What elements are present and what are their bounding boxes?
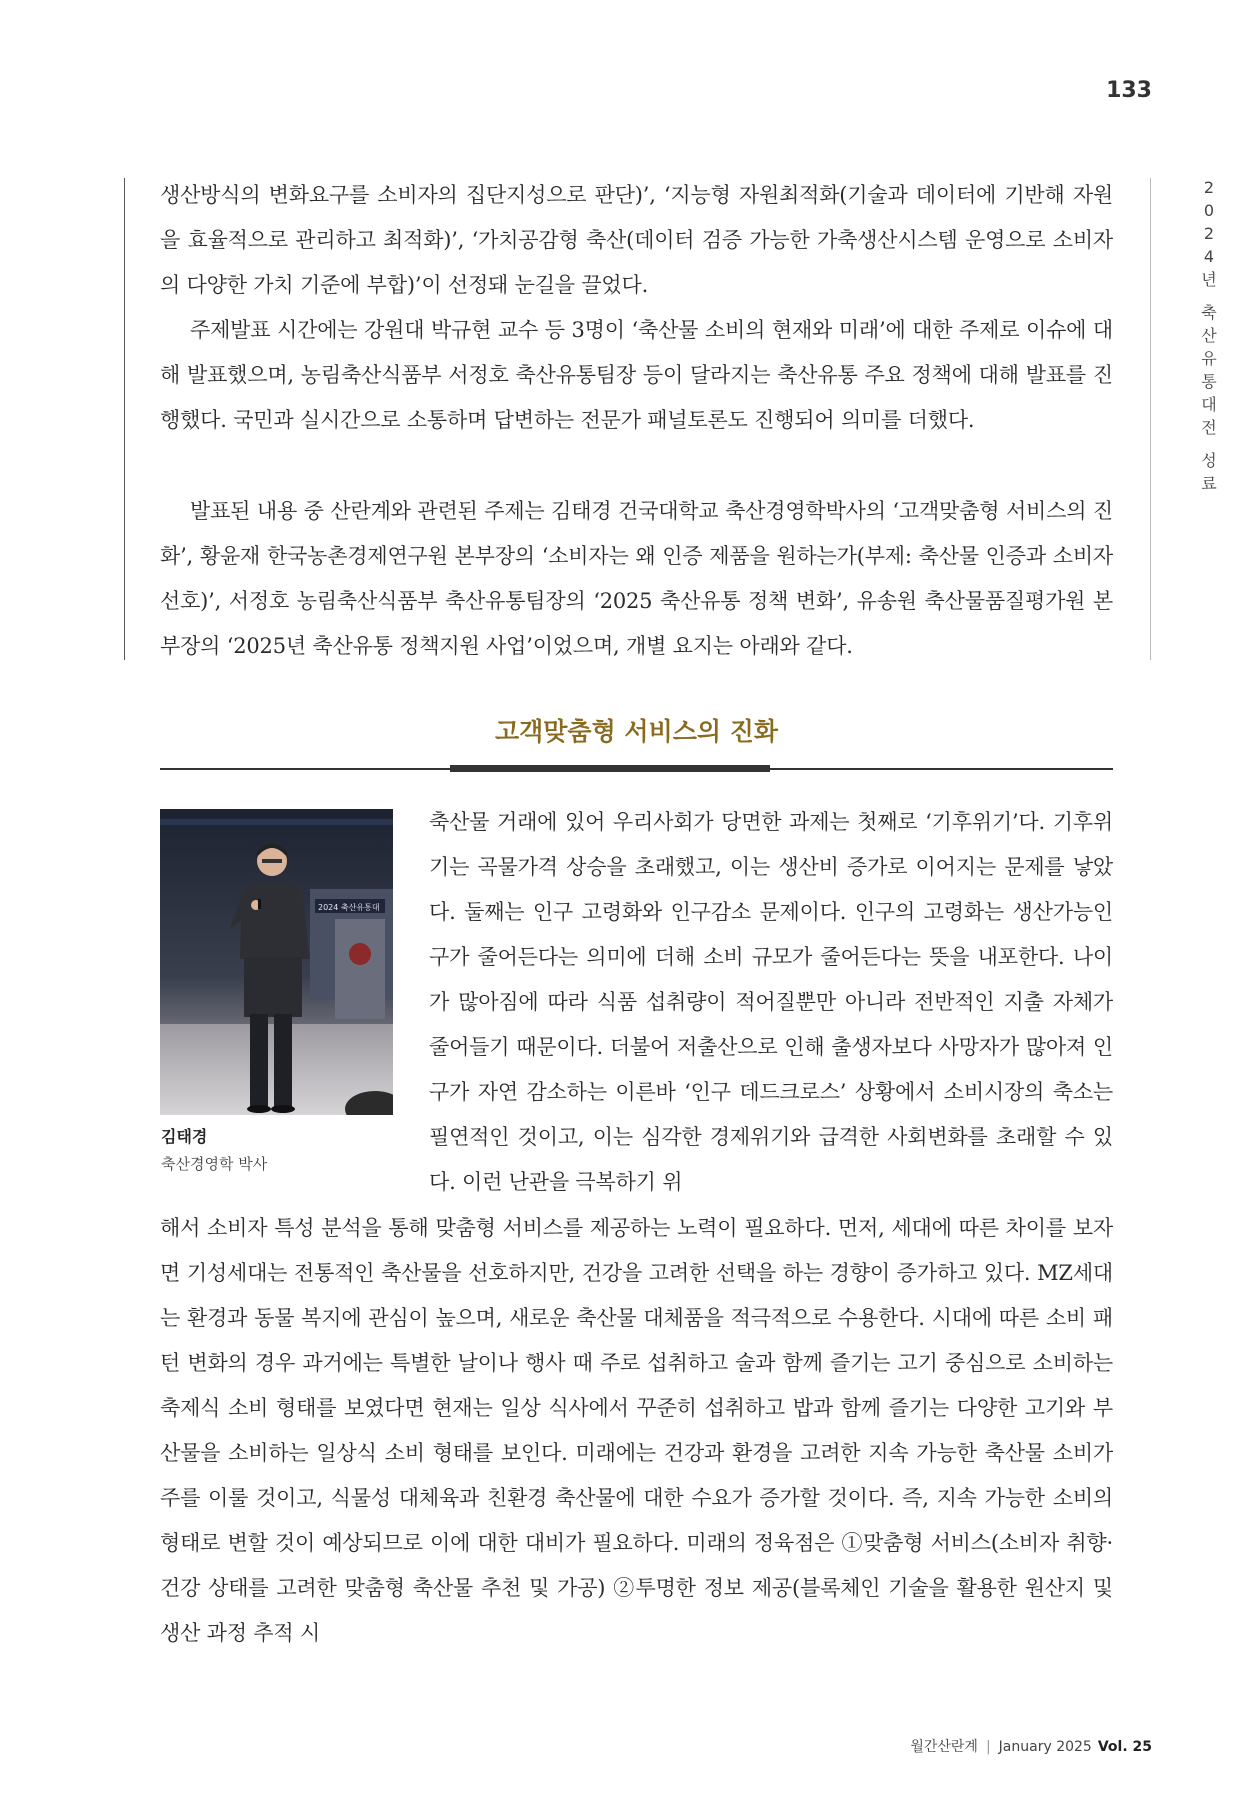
- side-tab-gap: [1199, 439, 1219, 449]
- heading-rule-accent: [450, 765, 770, 772]
- page-footer: [910, 1736, 1152, 1756]
- speaker-photo-illustration: [160, 809, 393, 1115]
- side-tab-char: 산: [1201, 326, 1217, 345]
- side-tab-char: 전: [1201, 418, 1217, 437]
- footer-issue: January 2025: [998, 1739, 1092, 1755]
- section-body-full-width: 해서 소비자 특성 분석을 통해 맞춤형 서비스를 제공하는 노력이 필요하다. 먼저, 세대에 따른 차이를 보자면 기성세대는 전통적인 축산물을 선호하지만, 건강을 고려한 선택을 하는 경향이 증가하고 있다. MZ세대는 환경과 동물 복지에 관심이 높으며, 새로운 축산물 대체품을 적극적으로 수용한다. 시대에 따른 소비 패턴 변화의 경우 과거에는 특별한 날이나 행사 때 주로 섭취하고 술과 함께 즐기는 고기 중심으로 소비하는 축제식 소비 형태를 보였다면 현재는 일상 식사에서 꾸준히 섭취하고 밥과 함께 즐기는 다양한 고기와 부산물을 소비하는 일상식 소비 형태를 보인다. 미래에는 건강과 환경을 고려한 지속 가능한 축산물 소비가 주를 이룰 것이고, 식물성 대체육과 친환경 축산물에 대한 수요가 증가할 것이다. 즉, 지속 가능한 소비의 형태로 변할 것이 예상되므로 이에 대한 대비가 필요하다. 미래의 정육점은 ①맞춤형 서비스(소비자 취향·건강 상태를 고려한 맞춤형 축산물 추천 및 가공) ②투명한 정보 제공(블록체인 기술을 활용한 원산지 및 생산 과정 추적 시: [160, 1216, 1113, 1645]
- footer-magazine-name: 월간산란계: [910, 1739, 978, 1755]
- section-body-beside-photo: 축산물 거래에 있어 우리사회가 당면한 과제는 첫째로 ‘기후위기’다. 기후위기는 곡물가격 상승을 초래했고, 이는 생산비 증가로 이어지는 문제를 낳았다. 둘째는 인구 고령화와 인구감소 문제이다. 인구의 고령화는 생산가능인구가 줄어든다는 의미에 더해 소비 규모가 줄어든다는 뜻을 내포한다. 나이가 많아짐에 따라 식품 섭취량이 적어질뿐만 아니라 전반적인 지출 자체가 줄어들기 때문이다. 더불어 저출산으로 인해 출생자보다 사망자가 많아져 인구가 자연 감소하는 이른바 ‘인구 데드크로스’ 상황에서 소비시장의 축소는 필연적인 것이고, 이는 심각한 경제위기와 급격한 사회변화를 초래할 수 있다. 이런 난관을 극복하기 위: [429, 810, 1113, 1194]
- footer-separator: |: [985, 1739, 991, 1755]
- side-tab-char: 2: [1203, 178, 1215, 197]
- side-tab-char: 2: [1203, 224, 1215, 243]
- side-tab-gap: [1199, 291, 1219, 301]
- side-tab-char: 축: [1201, 303, 1217, 322]
- speaker-photo: [160, 809, 393, 1115]
- intro-paragraph-2: 주제발표 시간에는 강원대 박규현 교수 등 3명이 ‘축산물 소비의 현재와 미래’에 대한 주제로 이슈에 대해 발표했으며, 농림축산식품부 서정호 축산유통팀장 등이 달라지는 축산유통 주요 정책에 대해 발표를 진행했다. 국민과 실시간으로 소통하며 답변하는 전문가 패널토론도 진행되어 의미를 더했다.: [160, 318, 1113, 432]
- side-tab-char: 대: [1201, 395, 1217, 414]
- section-side-tab: [1199, 176, 1219, 495]
- side-tab-char: 통: [1201, 372, 1217, 391]
- side-tab-char: 유: [1201, 349, 1217, 368]
- backdrop-sign-text: 2024 축산유통대: [318, 903, 380, 912]
- page-number: 133: [1106, 78, 1152, 103]
- intro-paragraph-1: 생산방식의 변화요구를 소비자의 집단지성으로 판단)’, ‘지능형 자원최적화(기술과 데이터에 기반해 자원을 효율적으로 관리하고 최적화)’, ‘가치공감형 축산(데이터 검증 가능한 가축생산시스템 운영으로 소비자의 다양한 가치 기준에 부합)’이 선정돼 눈길을 끌었다.: [160, 183, 1113, 297]
- side-tab-char: 4: [1203, 247, 1215, 266]
- side-tab-char: 료: [1201, 474, 1217, 493]
- speaker-name: 김태경: [161, 1127, 208, 1146]
- intro-paragraph-3: 발표된 내용 중 산란계와 관련된 주제는 김태경 건국대학교 축산경영학박사의 ‘고객맞춤형 서비스의 진화’, 황윤재 한국농촌경제연구원 본부장의 ‘소비자는 왜 인증 제품을 원하는가(부제: 축산물 인증과 소비자 선호)’, 서정호 농림축산식품부 축산유통팀장의 ‘2025 축산유통 정책 변화’, 유송원 축산물품질평가원 본부장의 ‘2025년 축산유통 정책지원 사업’이었으며, 개별 요지는 아래와 같다.: [160, 499, 1113, 658]
- footer-volume: Vol. 25: [1097, 1739, 1152, 1755]
- right-margin-rule: [1150, 178, 1151, 660]
- side-tab-char: 년: [1201, 270, 1217, 289]
- left-margin-rule: [124, 178, 125, 660]
- side-tab-char: 성: [1201, 451, 1217, 470]
- side-tab-char: 0: [1203, 201, 1215, 220]
- section-heading: 고객맞춤형 서비스의 진화: [494, 717, 779, 746]
- speaker-title: 축산경영학 박사: [161, 1155, 268, 1173]
